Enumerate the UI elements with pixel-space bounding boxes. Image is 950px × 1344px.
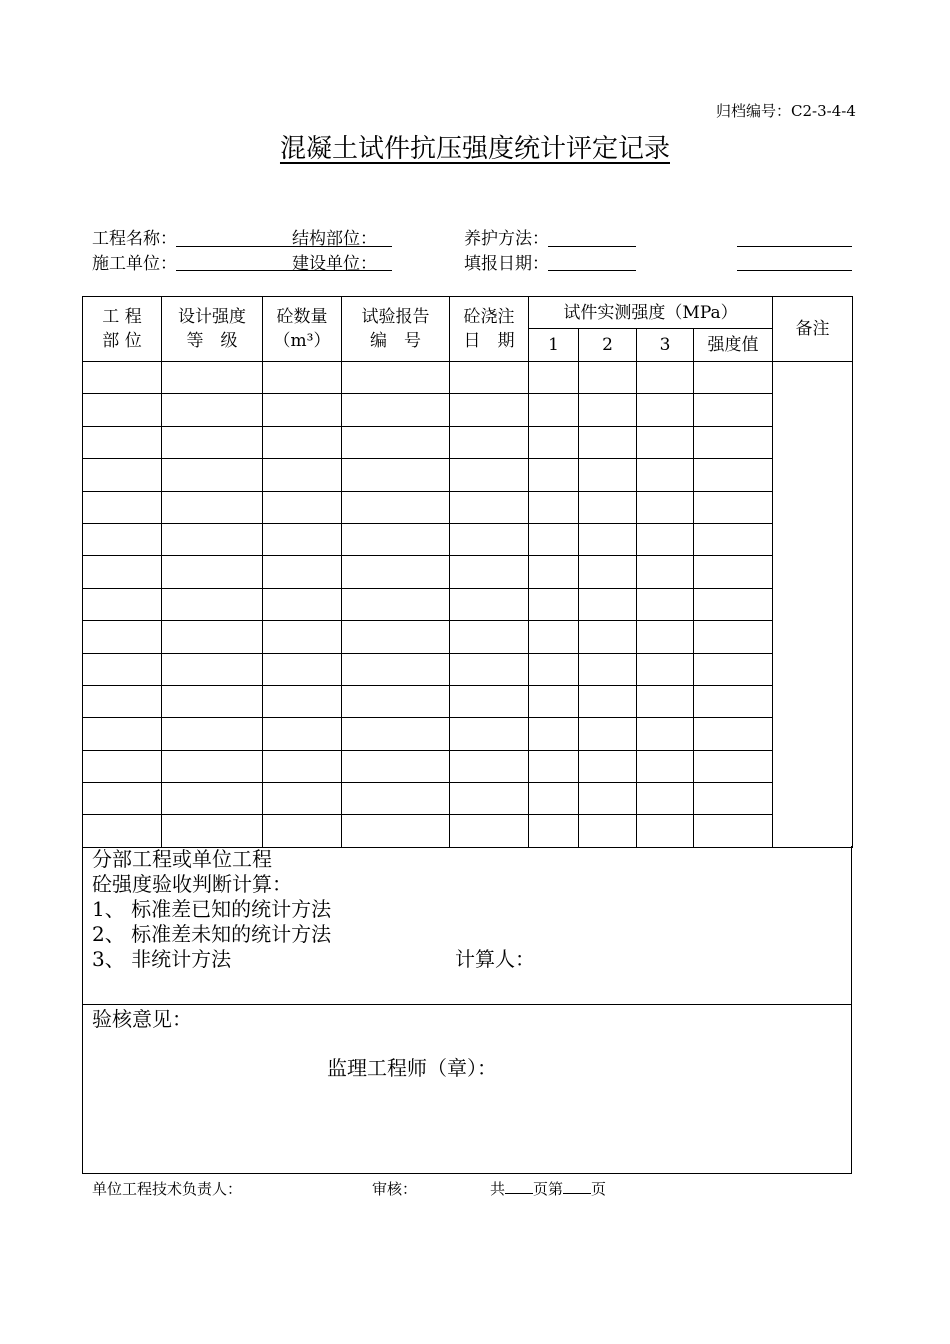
table-cell[interactable] [450, 588, 529, 620]
table-cell[interactable] [694, 718, 773, 750]
table-cell[interactable] [263, 491, 342, 523]
table-row [83, 362, 853, 394]
table-cell[interactable] [637, 653, 694, 685]
table-cell[interactable] [637, 523, 694, 555]
header-sample-1: 1 [529, 329, 579, 362]
curing-method-label: 养护方法： [464, 229, 549, 249]
table-row [83, 556, 853, 588]
calculation-section [82, 846, 852, 1005]
table-row [83, 394, 853, 426]
table-cell[interactable] [579, 362, 637, 394]
table-cell[interactable] [529, 588, 579, 620]
table-cell[interactable] [529, 718, 579, 750]
table-cell[interactable] [450, 459, 529, 491]
table-cell[interactable] [694, 653, 773, 685]
table-cell[interactable] [83, 718, 162, 750]
header-grade: 设计强度 等 级 [162, 297, 263, 362]
table-cell[interactable] [579, 588, 637, 620]
table-cell[interactable] [83, 426, 162, 458]
table-cell[interactable] [637, 394, 694, 426]
table-cell[interactable] [450, 491, 529, 523]
header-date: 砼浇注 日 期 [450, 297, 529, 362]
header-sample-2: 2 [579, 329, 637, 362]
table-row [83, 621, 853, 653]
reviewer-label: 审核： [372, 1180, 418, 1198]
table-cell[interactable] [342, 491, 450, 523]
table-row [83, 783, 853, 815]
table-cell[interactable] [694, 750, 773, 782]
header-volume: 砼数量 （m³） [263, 297, 342, 362]
table-cell[interactable] [162, 459, 263, 491]
table-cell[interactable] [694, 362, 773, 394]
table-cell[interactable] [83, 815, 162, 847]
table-cell[interactable] [342, 556, 450, 588]
table-cell[interactable] [263, 426, 342, 458]
table-cell[interactable] [529, 653, 579, 685]
table-cell[interactable] [579, 459, 637, 491]
tech-lead-label: 单位工程技术负责人： [92, 1180, 243, 1198]
table-cell[interactable] [162, 621, 263, 653]
header-remark: 备注 [773, 297, 853, 362]
table-cell[interactable] [637, 815, 694, 847]
table-cell[interactable] [579, 815, 637, 847]
table-cell[interactable] [450, 426, 529, 458]
table-cell[interactable] [579, 621, 637, 653]
table-cell[interactable] [263, 685, 342, 717]
archive-number: 归档编号：C2-3-4-4 [716, 102, 856, 120]
table-cell[interactable] [579, 426, 637, 458]
table-cell[interactable] [263, 653, 342, 685]
table-cell[interactable] [342, 750, 450, 782]
table-cell[interactable] [694, 685, 773, 717]
table-cell[interactable] [529, 426, 579, 458]
table-cell[interactable] [263, 783, 342, 815]
project-name-label: 工程名称： [92, 229, 177, 249]
table-row [83, 523, 853, 555]
table-cell[interactable] [529, 491, 579, 523]
table-cell[interactable] [450, 362, 529, 394]
table-cell[interactable] [694, 588, 773, 620]
table-cell[interactable] [83, 588, 162, 620]
table-cell[interactable] [162, 815, 263, 847]
table-cell[interactable] [579, 783, 637, 815]
building-unit-label: 建设单位： [292, 254, 377, 274]
table-cell[interactable] [694, 783, 773, 815]
construction-unit-label: 施工单位： [92, 254, 177, 274]
table-cell[interactable] [529, 815, 579, 847]
table-cell[interactable] [694, 523, 773, 555]
table-cell[interactable] [162, 362, 263, 394]
table-cell[interactable] [342, 426, 450, 458]
table-cell[interactable] [450, 621, 529, 653]
table-cell[interactable] [263, 556, 342, 588]
review-section [82, 1005, 852, 1174]
table-cell[interactable] [450, 815, 529, 847]
header-sample-3: 3 [637, 329, 694, 362]
table-row [83, 588, 853, 620]
table-cell[interactable] [342, 815, 450, 847]
table-cell[interactable] [450, 523, 529, 555]
table-cell[interactable] [450, 685, 529, 717]
table-cell[interactable] [450, 394, 529, 426]
table-cell[interactable] [694, 426, 773, 458]
report-date-label: 填报日期： [464, 254, 549, 274]
table-cell[interactable] [83, 783, 162, 815]
remark-cell[interactable] [773, 362, 853, 848]
table-cell[interactable] [162, 653, 263, 685]
table-cell[interactable] [694, 556, 773, 588]
calc-line-5: 3、 非统计方法 [92, 947, 232, 971]
header-report: 试验报告 编 号 [342, 297, 450, 362]
table-cell[interactable] [162, 685, 263, 717]
header-strength-value: 强度值 [694, 329, 773, 362]
table-cell[interactable] [637, 426, 694, 458]
table-cell[interactable] [637, 588, 694, 620]
table-cell[interactable] [450, 783, 529, 815]
table-cell[interactable] [529, 750, 579, 782]
table-cell[interactable] [263, 588, 342, 620]
table-cell[interactable] [83, 685, 162, 717]
table-cell[interactable] [637, 459, 694, 491]
table-cell[interactable] [162, 718, 263, 750]
title-text: 混凝土试件抗压强度统计评定记录 [279, 134, 670, 164]
table-cell[interactable] [263, 815, 342, 847]
table-cell[interactable] [342, 523, 450, 555]
table-cell[interactable] [342, 362, 450, 394]
table-cell[interactable] [263, 523, 342, 555]
table-cell[interactable] [162, 491, 263, 523]
table-cell[interactable] [529, 685, 579, 717]
table-cell[interactable] [694, 491, 773, 523]
table-row [83, 750, 853, 782]
table-cell[interactable] [694, 394, 773, 426]
table-cell[interactable] [529, 783, 579, 815]
table-cell[interactable] [83, 653, 162, 685]
table-cell[interactable] [83, 750, 162, 782]
table-cell[interactable] [579, 718, 637, 750]
table-cell[interactable] [83, 621, 162, 653]
header-part: 工 程 部 位 [83, 297, 162, 362]
table-cell[interactable] [83, 394, 162, 426]
table-cell[interactable] [529, 459, 579, 491]
table-cell[interactable] [637, 750, 694, 782]
table-cell[interactable] [263, 394, 342, 426]
table-row [83, 491, 853, 523]
table-cell[interactable] [450, 653, 529, 685]
table-cell[interactable] [83, 523, 162, 555]
table-cell[interactable] [579, 491, 637, 523]
table-cell[interactable] [342, 459, 450, 491]
table-cell[interactable] [263, 362, 342, 394]
table-cell[interactable] [694, 621, 773, 653]
strength-table [82, 296, 853, 848]
review-opinion-label: 验核意见： [92, 1007, 192, 1031]
table-cell[interactable] [83, 556, 162, 588]
table-cell[interactable] [450, 556, 529, 588]
curing-method-field[interactable] [548, 246, 636, 247]
table-cell[interactable] [637, 685, 694, 717]
table-cell[interactable] [694, 815, 773, 847]
table-cell[interactable] [579, 523, 637, 555]
table-row [83, 653, 853, 685]
table-cell[interactable] [637, 718, 694, 750]
calc-line-2: 砼强度验收判断计算： [92, 872, 292, 896]
current-page-blank[interactable] [563, 1179, 591, 1194]
table-cell[interactable] [579, 556, 637, 588]
table-cell[interactable] [162, 783, 263, 815]
table-cell[interactable] [342, 394, 450, 426]
table-cell[interactable] [162, 523, 263, 555]
table-cell[interactable] [263, 621, 342, 653]
table-cell[interactable] [450, 750, 529, 782]
total-pages-blank[interactable] [505, 1179, 533, 1194]
table-cell[interactable] [162, 556, 263, 588]
page-count: 共 页第 页 [490, 1180, 607, 1198]
table-cell[interactable] [162, 394, 263, 426]
table-row [83, 685, 853, 717]
calc-line-1: 分部工程或单位工程 [92, 847, 272, 871]
table-cell[interactable] [162, 750, 263, 782]
table-cell[interactable] [342, 783, 450, 815]
table-cell[interactable] [529, 394, 579, 426]
table-cell[interactable] [162, 588, 263, 620]
table-cell[interactable] [529, 556, 579, 588]
table-cell[interactable] [694, 459, 773, 491]
table-row [83, 815, 853, 847]
table-cell[interactable] [637, 556, 694, 588]
header-strength: 试件实测强度（MPa） [529, 297, 773, 329]
table-cell[interactable] [579, 685, 637, 717]
table-cell[interactable] [637, 491, 694, 523]
table-cell[interactable] [342, 653, 450, 685]
table-cell[interactable] [342, 588, 450, 620]
table-cell[interactable] [637, 362, 694, 394]
table-row [83, 718, 853, 750]
table-cell[interactable] [342, 685, 450, 717]
table-cell[interactable] [579, 653, 637, 685]
table-cell[interactable] [529, 621, 579, 653]
calculator-label: 计算人： [455, 947, 535, 971]
extra-field-1[interactable] [737, 246, 852, 247]
table-cell[interactable] [529, 362, 579, 394]
table-cell[interactable] [263, 459, 342, 491]
calc-line-4: 2、 标准差未知的统计方法 [92, 922, 332, 946]
table-cell[interactable] [637, 621, 694, 653]
table-cell[interactable] [83, 491, 162, 523]
calc-line-3: 1、 标准差已知的统计方法 [92, 897, 332, 921]
table-row [83, 426, 853, 458]
page-title [0, 128, 950, 165]
engineer-label: 监理工程师（章）： [327, 1056, 497, 1080]
table-cell[interactable] [263, 718, 342, 750]
table-cell[interactable] [342, 718, 450, 750]
table-cell[interactable] [579, 394, 637, 426]
table-cell[interactable] [342, 621, 450, 653]
table-row [83, 459, 853, 491]
table-cell[interactable] [162, 426, 263, 458]
table-cell[interactable] [637, 783, 694, 815]
extra-field-2[interactable] [737, 270, 852, 271]
structure-part-label: 结构部位： [292, 229, 377, 249]
table-cell[interactable] [579, 750, 637, 782]
table-cell[interactable] [83, 362, 162, 394]
table-cell[interactable] [450, 718, 529, 750]
table-cell[interactable] [263, 750, 342, 782]
report-date-field[interactable] [548, 270, 636, 271]
table-cell[interactable] [83, 459, 162, 491]
table-cell[interactable] [529, 523, 579, 555]
